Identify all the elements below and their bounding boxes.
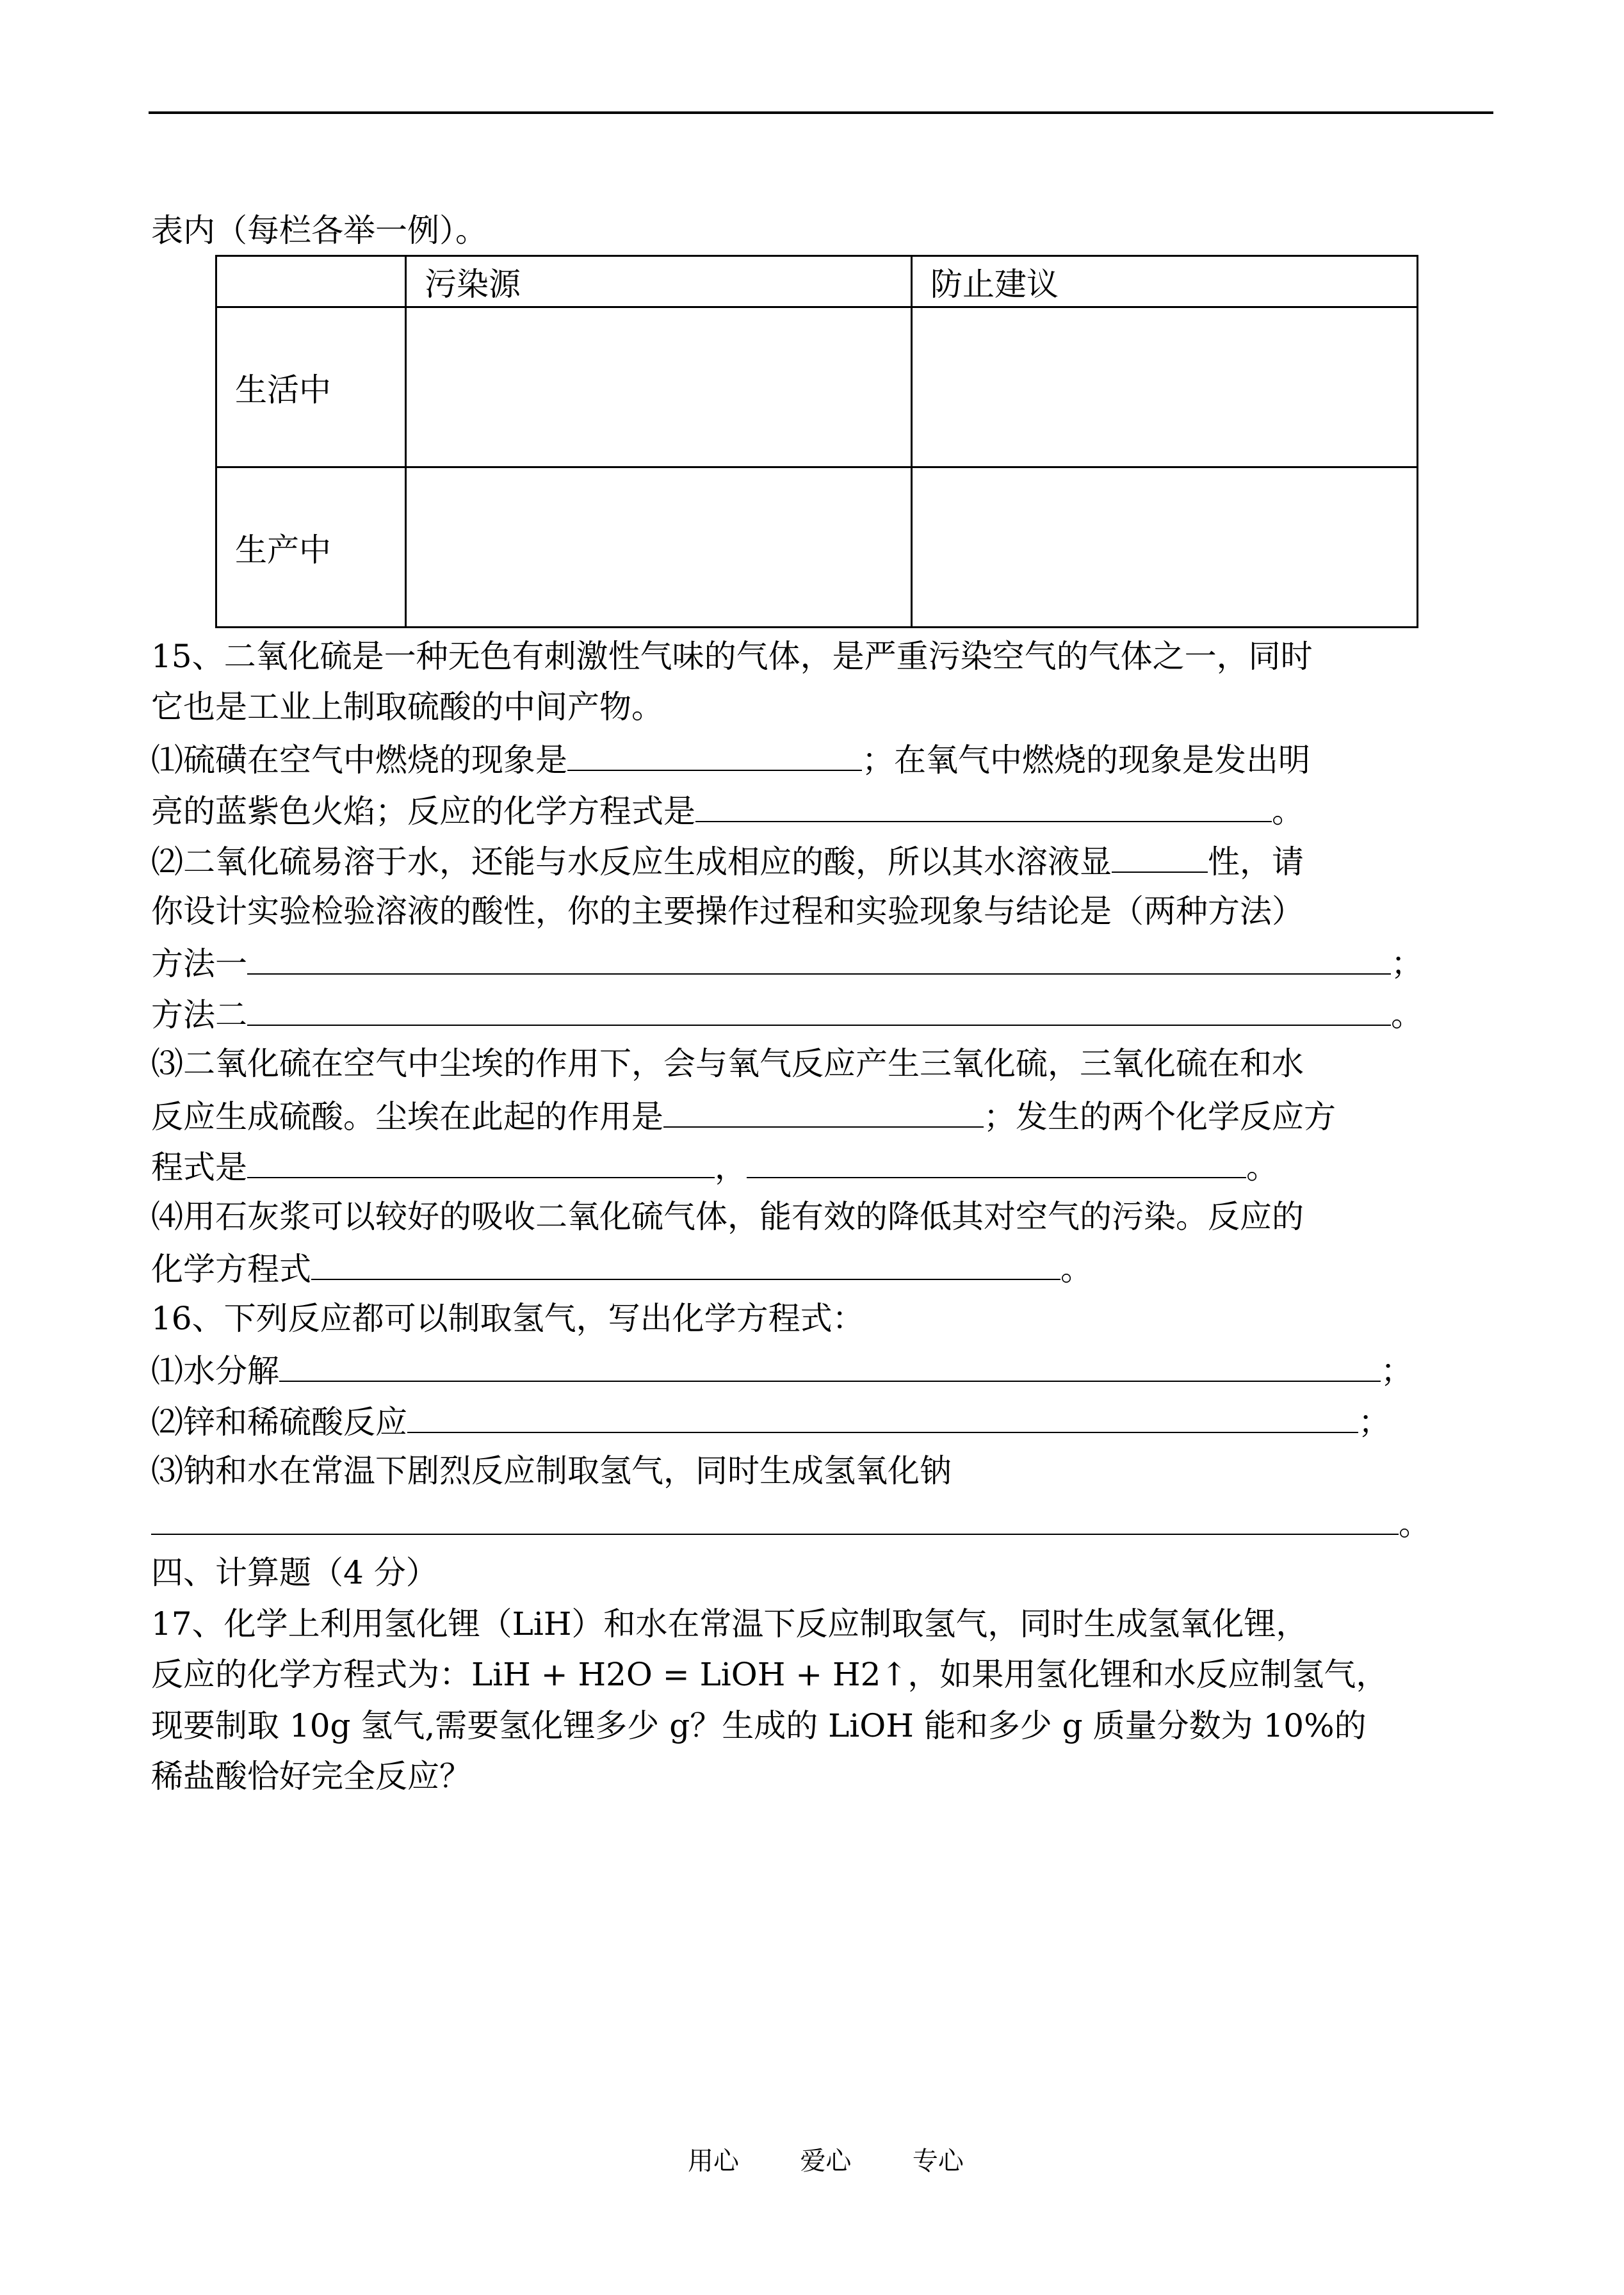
row-label-production: 生产中	[216, 467, 406, 628]
table-header-suggestion: 防止建议	[912, 256, 1418, 307]
answer-blank[interactable]	[247, 937, 1391, 975]
q17-line1: 17、化学上利用氢化锂（LiH）和水在常温下反应制取氢气，同时生成氢氧化锂，	[151, 1605, 1308, 1642]
q15-stem-line2: 它也是工业上制取硫酸的中间产物。	[151, 688, 663, 726]
q15-part4-text: 化学方程式	[151, 1251, 311, 1288]
q15-part2-line2: 你设计实验检验溶液的酸性，你的主要操作过程和实验现象与结论是（两种方法）	[151, 893, 1304, 930]
method2-label: 方法二	[151, 996, 247, 1034]
q17-line3: 现要制取 10g 氢气,需要氢化锂多少 g？生成的 LiOH 能和多少 g 质量分数为 10%的	[151, 1707, 1367, 1744]
q15-method1-line	[151, 937, 1423, 986]
q16-item1-line	[151, 1345, 1413, 1393]
footer-word: 爱心	[800, 2146, 852, 2176]
answer-blank[interactable]	[1112, 836, 1208, 873]
q15-part3-line3	[151, 1141, 1278, 1190]
q15-part3-end: 。	[1246, 1149, 1278, 1186]
answer-blank[interactable]	[407, 1396, 1358, 1433]
q15-part3-line1: ⑶二氧化硫在空气中尘埃的作用下，会与氧气反应产生三氧化硫，三氧化硫在和水	[151, 1045, 1304, 1082]
page-footer	[688, 2141, 964, 2177]
answer-blank[interactable]	[311, 1243, 1060, 1280]
table-header-row	[216, 256, 1418, 307]
q15-part1-end: 。	[1272, 793, 1304, 830]
q15-method2-line	[151, 989, 1423, 1037]
q17-line2: 反应的化学方程式为：LiH + H2O = LiOH + H2↑，如果用氢化锂和水反应制氢气，	[151, 1656, 1388, 1693]
q15-part2-text-b: 性，请	[1208, 843, 1304, 880]
q15-part1-line2	[151, 785, 1304, 834]
intro-text: 表内（每栏各举一例）。	[151, 212, 487, 249]
q15-part3-comma: ，	[715, 1149, 747, 1186]
q16-item2-end: ；	[1358, 1404, 1390, 1441]
q16-item1-end: ；	[1381, 1352, 1413, 1390]
answer-cell[interactable]	[912, 307, 1418, 467]
footer-word: 用心	[688, 2146, 739, 2176]
q15-part3-text-c: ；发生的两个化学反应方	[984, 1098, 1336, 1135]
method2-end: 。	[1391, 996, 1423, 1034]
q16-item3-line: ⑶钠和水在常温下剧烈反应制取氢气，同时生成氢氧化钠	[151, 1452, 952, 1489]
section-heading: 四、计算题（4 分）	[151, 1554, 438, 1591]
q16-item2-text: ⑵锌和稀硫酸反应	[151, 1404, 407, 1441]
q15-part4-end: 。	[1060, 1251, 1092, 1288]
answer-blank[interactable]	[747, 1141, 1246, 1178]
q16-item3-end: 。	[1399, 1505, 1431, 1543]
q15-part2-text: ⑵二氧化硫易溶于水，还能与水反应生成相应的酸，所以其水溶液显	[151, 843, 1112, 880]
q15-part2-line1	[151, 836, 1304, 884]
answer-cell[interactable]	[406, 307, 912, 467]
table-row	[216, 467, 1418, 628]
row-label-life: 生活中	[216, 307, 406, 467]
q15-part4-line2	[151, 1243, 1092, 1292]
answer-cell[interactable]	[406, 467, 912, 628]
answer-blank[interactable]	[247, 1141, 715, 1178]
q15-part3-line2	[151, 1091, 1336, 1139]
answer-blank[interactable]	[695, 785, 1272, 822]
table-corner-cell	[216, 256, 406, 307]
method1-end: ；	[1391, 945, 1423, 982]
q16-item3-answer-line	[151, 1498, 1431, 1546]
pollution-table	[215, 255, 1418, 628]
answer-blank[interactable]	[279, 1345, 1381, 1382]
answer-blank[interactable]	[247, 989, 1391, 1026]
q15-part3-text-d: 程式是	[151, 1149, 247, 1186]
q15-part3-text: 反应生成硫酸。尘埃在此起的作用是	[151, 1098, 663, 1135]
header-rule	[149, 111, 1493, 114]
table-header-source: 污染源	[406, 256, 912, 307]
footer-word: 专心	[912, 2146, 964, 2176]
answer-blank[interactable]	[663, 1091, 984, 1128]
q17-line4: 稀盐酸恰好完全反应？	[151, 1758, 471, 1795]
q15-part1-text-c: 亮的蓝紫色火焰；反应的化学方程式是	[151, 793, 695, 830]
q16-item1-text: ⑴水分解	[151, 1352, 279, 1390]
answer-cell[interactable]	[912, 467, 1418, 628]
q15-part1-text-b: ；在氧气中燃烧的现象是发出明	[862, 742, 1310, 779]
q15-part1-line1	[151, 734, 1310, 783]
answer-blank[interactable]	[567, 734, 862, 771]
q16-item2-line	[151, 1396, 1390, 1445]
q15-stem-line1: 15、二氧化硫是一种无色有刺激性气味的气体，是严重污染空气的气体之一，同时	[151, 638, 1313, 675]
method1-label: 方法一	[151, 945, 247, 982]
q16-stem: 16、下列反应都可以制取氢气，写出化学方程式：	[151, 1300, 865, 1337]
table-row	[216, 307, 1418, 467]
answer-blank[interactable]	[151, 1498, 1399, 1535]
q15-part4-line1: ⑷用石灰浆可以较好的吸收二氧化硫气体，能有效的降低其对空气的污染。反应的	[151, 1198, 1304, 1235]
q15-part1-text: ⑴硫磺在空气中燃烧的现象是	[151, 742, 567, 779]
